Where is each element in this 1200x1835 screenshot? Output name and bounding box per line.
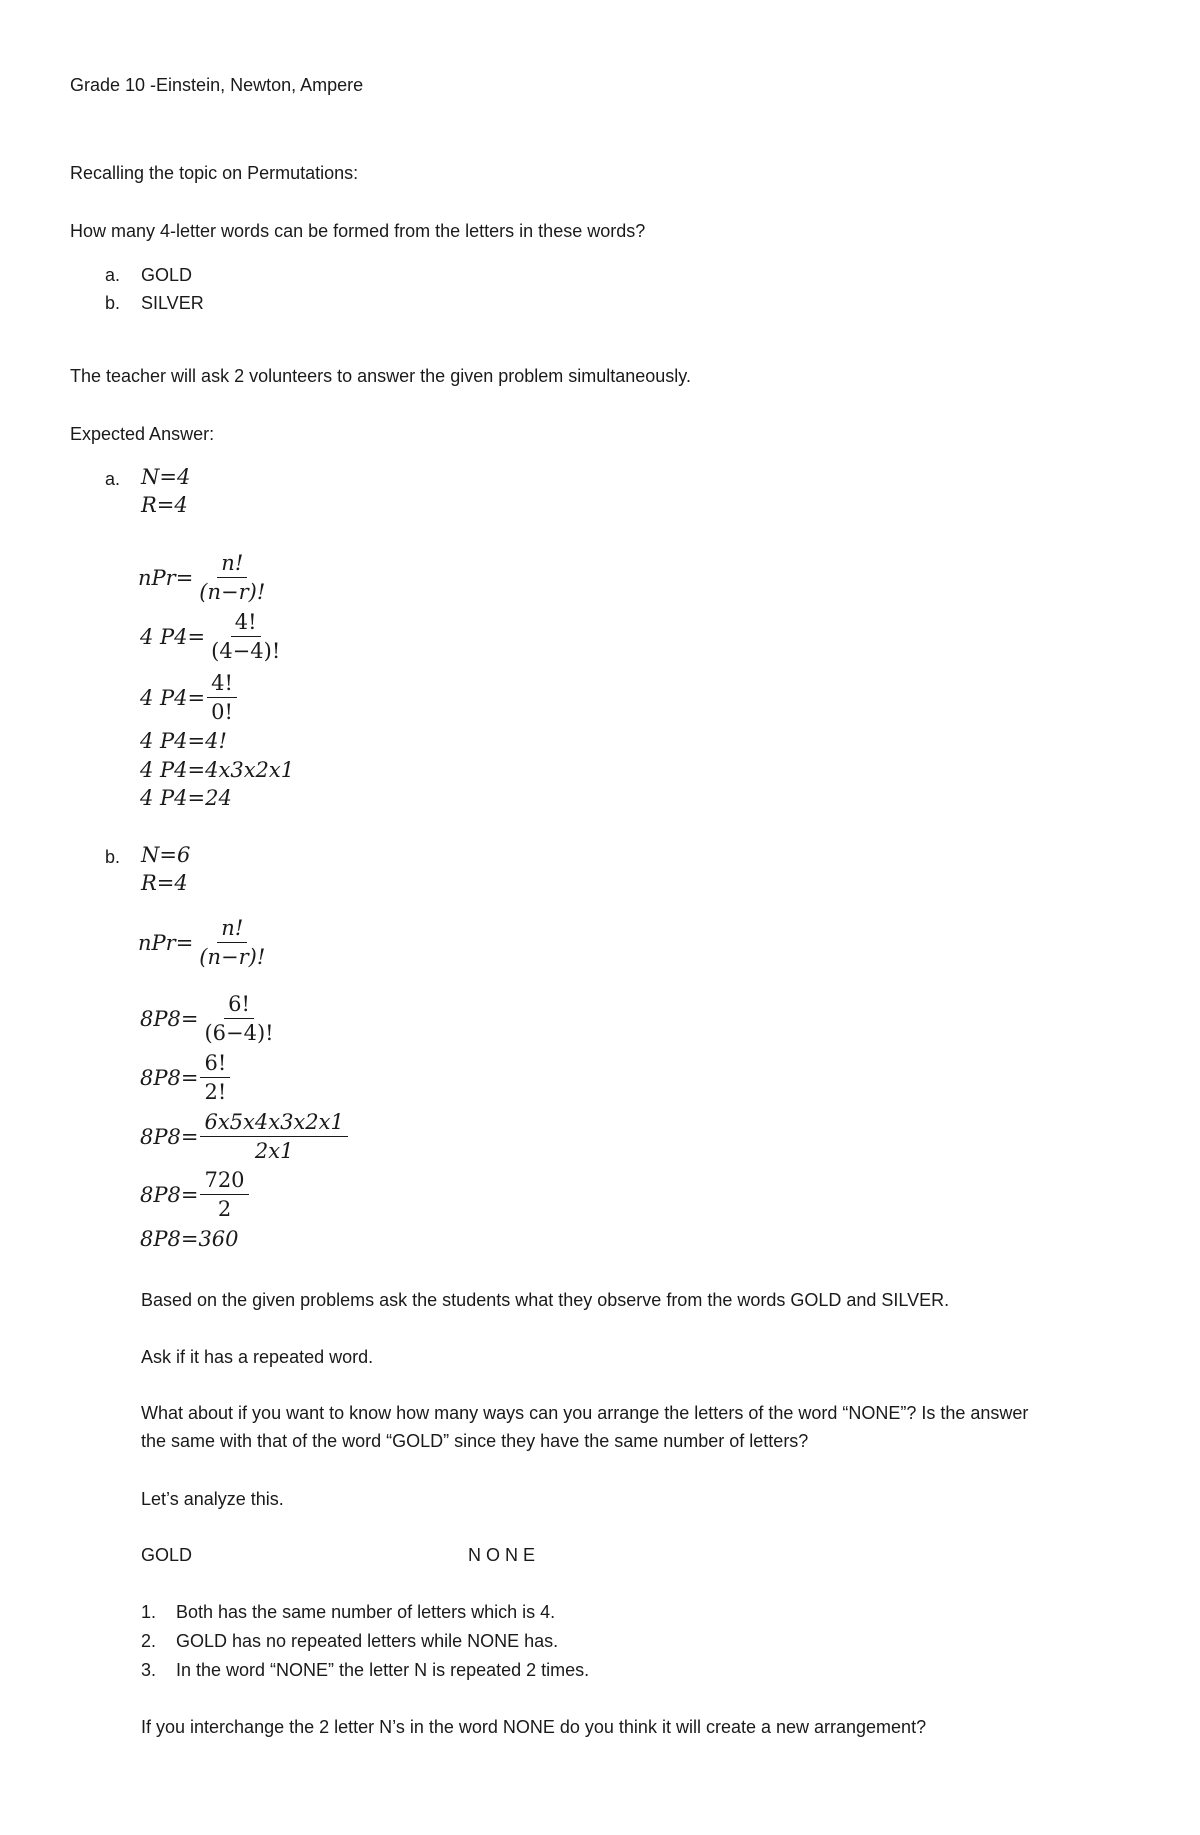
part-b-step-3 bbox=[140, 1109, 348, 1164]
formula-lhs: nPr= bbox=[138, 565, 194, 590]
step-lhs: 8P8= bbox=[140, 1182, 199, 1207]
step-lhs: 4 P4= bbox=[140, 624, 206, 649]
part-b-formula bbox=[138, 915, 269, 970]
part-b-n-value: N=6 bbox=[141, 843, 191, 867]
part-a-formula bbox=[138, 550, 269, 605]
step-denominator: (4−4)! bbox=[211, 639, 281, 663]
compare-left-word: GOLD bbox=[141, 1545, 193, 1565]
none-question-line-1: What about if you want to know how many ways can you arrange the letters of the word “NONE”? Is the answer bbox=[141, 1403, 1029, 1423]
point-item: In the word “NONE” the letter N is repeated 2 times. bbox=[176, 1660, 590, 1680]
step-denominator: 2! bbox=[204, 1080, 227, 1104]
formula-numerator: n! bbox=[217, 915, 247, 943]
step-numerator: 4! bbox=[207, 670, 237, 698]
part-b-r-value: R=4 bbox=[141, 871, 188, 895]
intro-text: Recalling the topic on Permutations: bbox=[70, 163, 359, 183]
point-item: Both has the same number of letters which is 4. bbox=[176, 1602, 556, 1622]
expected-answer-label: Expected Answer: bbox=[70, 424, 215, 444]
question-text: How many 4-letter words can be formed from the letters in these words? bbox=[70, 221, 646, 241]
part-b-step-4 bbox=[140, 1167, 249, 1222]
formula-numerator: n! bbox=[217, 550, 247, 578]
part-a-step-4: 4 P4=4x3x2x1 bbox=[140, 758, 295, 782]
step-lhs: 4 P4= bbox=[140, 685, 206, 710]
repeated-text: Ask if it has a repeated word. bbox=[141, 1347, 374, 1367]
formula-denominator: (n−r)! bbox=[199, 580, 266, 604]
step-lhs: 8P8= bbox=[140, 1006, 199, 1031]
compare-right-word: N O N E bbox=[468, 1545, 536, 1565]
step-denominator: 0! bbox=[211, 700, 233, 724]
step-numerator: 4! bbox=[231, 609, 261, 637]
step-lhs: 8P8= bbox=[140, 1124, 199, 1149]
formula-denominator: (n−r)! bbox=[199, 945, 266, 969]
word-marker: a. bbox=[105, 265, 121, 285]
step-numerator: 6x5x4x3x2x1 bbox=[200, 1109, 347, 1137]
point-marker: 2. bbox=[141, 1631, 157, 1651]
part-b-step-1 bbox=[140, 991, 278, 1046]
header-line: Grade 10 -Einstein, Newton, Ampere bbox=[70, 75, 364, 95]
step-numerator: 720 bbox=[200, 1167, 248, 1195]
part-a-step-3: 4 P4=4! bbox=[140, 729, 227, 753]
point-marker: 1. bbox=[141, 1602, 157, 1622]
final-question: If you interchange the 2 letter N’s in the word NONE do you think it will create a new arrangement? bbox=[141, 1717, 927, 1737]
word-marker: b. bbox=[105, 293, 121, 313]
word-item: SILVER bbox=[141, 293, 204, 313]
step-numerator: 6! bbox=[200, 1050, 230, 1078]
part-a-n-value: N=4 bbox=[141, 465, 191, 489]
instruction-text: The teacher will ask 2 volunteers to answer the given problem simultaneously. bbox=[70, 366, 691, 386]
part-b-step-5: 8P8=360 bbox=[140, 1227, 239, 1251]
point-marker: 3. bbox=[141, 1660, 157, 1680]
part-a-r-value: R=4 bbox=[141, 493, 188, 517]
step-lhs: 8P8= bbox=[140, 1065, 199, 1090]
none-question-line-2: the same with that of the word “GOLD” since they have the same number of letters? bbox=[141, 1431, 809, 1451]
word-item: GOLD bbox=[141, 265, 193, 285]
part-b-step-2 bbox=[140, 1050, 230, 1105]
part-b-marker: b. bbox=[105, 847, 121, 867]
part-a-marker: a. bbox=[105, 469, 121, 489]
step-denominator: 2x1 bbox=[254, 1139, 294, 1163]
step-denominator: 2 bbox=[217, 1197, 232, 1221]
observe-text: Based on the given problems ask the students what they observe from the words GOLD and SILVER. bbox=[141, 1290, 950, 1310]
part-a-step-5: 4 P4=24 bbox=[140, 786, 232, 810]
point-item: GOLD has no repeated letters while NONE has. bbox=[176, 1631, 559, 1651]
step-numerator: 6! bbox=[224, 991, 254, 1019]
formula-lhs: nPr= bbox=[138, 930, 194, 955]
part-a-step-2 bbox=[140, 670, 237, 725]
step-denominator: (6−4)! bbox=[204, 1021, 274, 1045]
part-a-step-1 bbox=[140, 609, 284, 664]
analyze-text: Let’s analyze this. bbox=[141, 1489, 284, 1509]
